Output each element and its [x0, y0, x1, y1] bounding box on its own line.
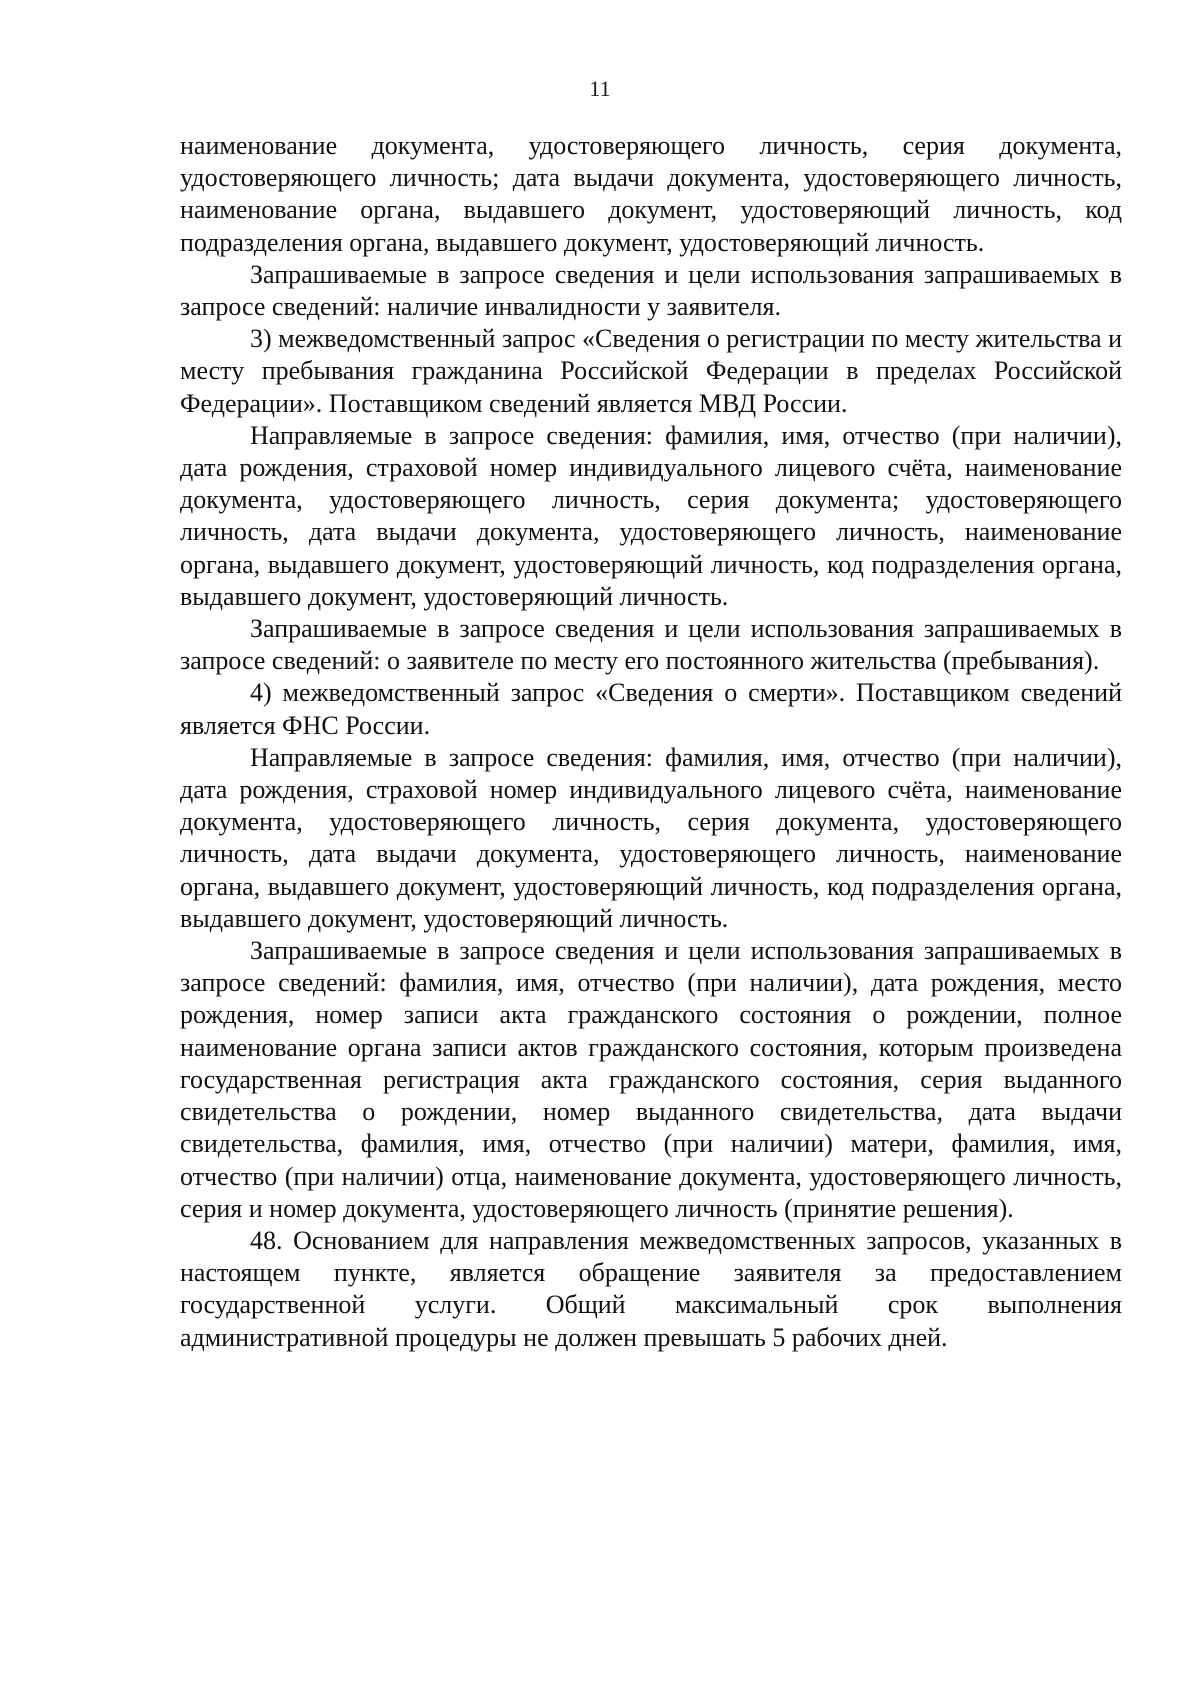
paragraph-3: 3) межведомственный запрос «Сведения о регистрации по месту жительства и месту пребывания гражданина Российской Федерации в пределах Российской Федерации». Поставщиком сведений является МВД России. — [180, 324, 1122, 418]
paragraph-4: Направляемые в запросе сведения: фамилия, имя, отчество (при наличии), дата рождения, страховой номер индивидуального лицевого счёта, наименование документа, удостоверяющего личность, серия документа; удостоверяющего личность, дата выдачи документа, удостоверяющего личность, наименование органа, выдавшего документ, удостоверяющий личность, код подразделения органа, выдавшего документ, удостоверяющий личность. — [180, 420, 1122, 611]
paragraph-6: 4) межведомственный запрос «Сведения о смерти». Поставщиком сведений является ФНС России. — [180, 678, 1122, 740]
paragraph-8: Запрашиваемые в запросе сведения и цели использования запрашиваемых в запросе сведений: фамилия, имя, отчество (при наличии), дата рождения, место рождения, номер записи акта гражданского состояния о рождении, полное наименование органа записи актов гражданского состояния, которым произведена государственная регистрация акта гражданского состояния, серия выданного свидетельства о рождении, номер выданного свидетельства, дата выдачи свидетельства, фамилия, имя, отчество (при наличии) матери, фамилия, имя, отчество (при наличии) отца, наименование документа, удостоверяющего личность, серия и номер документа, удостоверяющего личность (принятие решения). — [180, 936, 1122, 1223]
paragraph-7: Направляемые в запросе сведения: фамилия, имя, отчество (при наличии), дата рождения, страховой номер индивидуального лицевого счёта, наименование документа, удостоверяющего личность, серия документа, удостоверяющего личность, дата выдачи документа, удостоверяющего личность, наименование органа, выдавшего документ, удостоверяющий личность, код подразделения органа, выдавшего документ, удостоверяющий личность. — [180, 742, 1122, 933]
document-body — [180, 130, 1122, 1354]
page-number: 11 — [589, 76, 611, 101]
paragraph-9: 48. Основанием для направления межведомственных запросов, указанных в настоящем пункте, является обращение заявителя за предоставлением государственной услуги. Общий максимальный срок выполнения административной процедуры не должен превышать 5 рабочих дней. — [180, 1225, 1122, 1352]
paragraph-5: Запрашиваемые в запросе сведения и цели использования запрашиваемых в запросе сведений: о заявителе по месту его постоянного жительства (пребывания). — [180, 614, 1122, 676]
paragraph-1: наименование документа, удостоверяющего личность, серия документа, удостоверяющего личность; дата выдачи документа, удостоверяющего личность, наименование органа, выдавшего документ, удостоверяющий личность, код подразделения органа, выдавшего документ, удостоверяющий личность. — [180, 131, 1122, 257]
paragraph-2: Запрашиваемые в запросе сведения и цели использования запрашиваемых в запросе сведений: наличие инвалидности у заявителя. — [180, 259, 1122, 322]
